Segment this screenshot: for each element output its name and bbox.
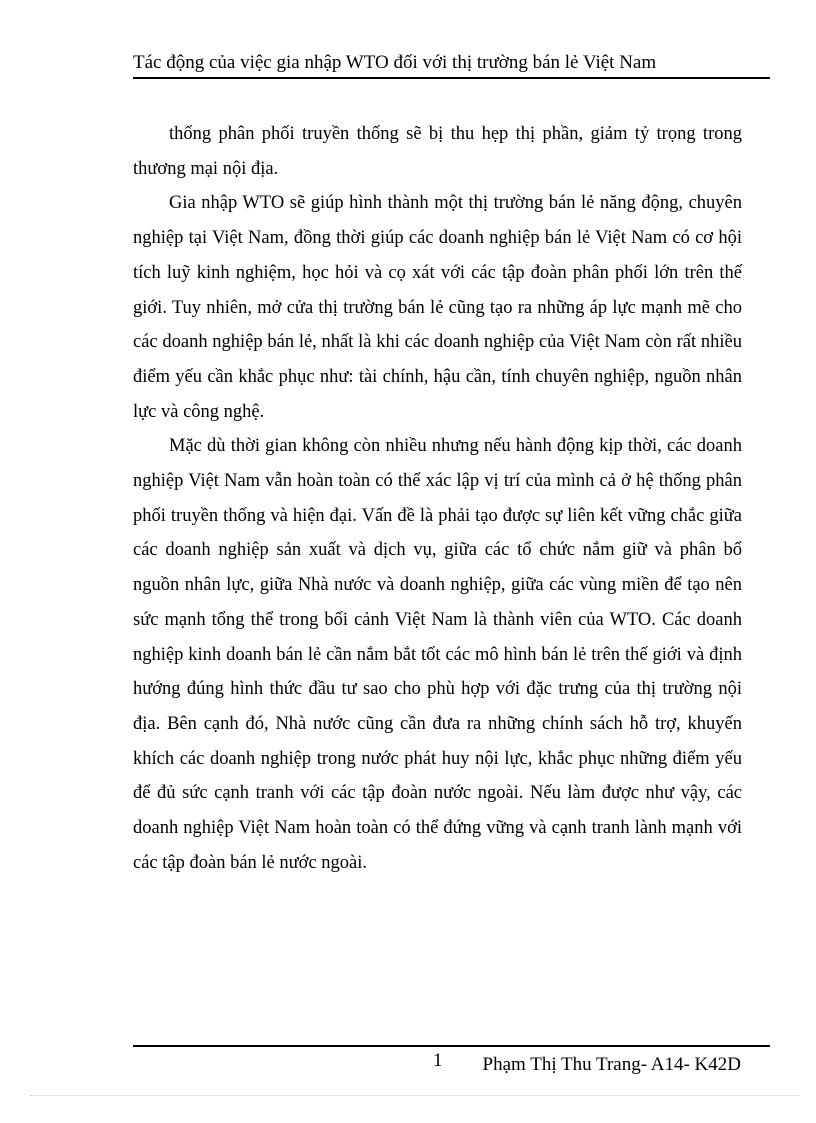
footer-author: Phạm Thị Thu Trang- A14- K42D — [482, 1054, 741, 1075]
paragraph: Gia nhập WTO sẽ giúp hình thành một thị trường bán lẻ năng động, chuyên nghiệp tại Việt Nam, đồng thời giúp các doanh nghiệp bán lẻ Việt Nam có cơ hội tích luỹ kinh nghiệm, học hỏi và cọ xát với các tập đoàn phân phối lớn trên thế giới. Tuy nhiên, mở cửa thị trường bán lẻ cũng tạo ra những áp lực mạnh mẽ cho các doanh nghiệp bán lẻ, nhất là khi các doanh nghiệp của Việt Nam còn rất nhiều điểm yếu cần khắc phục như: tài chính, hậu cần, tính chuyên nghiệp, nguồn nhân lực và công nghệ. — [133, 193, 742, 422]
paragraph: Mặc dù thời gian không còn nhiều nhưng nếu hành động kịp thời, các doanh nghiệp Việt Nam vẫn hoàn toàn có thể xác lập vị trí của mình cả ở hệ thống phân phối truyền thống và hiện đại. Vấn đề là phải tạo được sự liên kết vững chắc giữa các doanh nghiệp sản xuất và dịch vụ, giữa các tổ chức nắm giữ và phân bổ nguồn nhân lực, giữa Nhà nước và doanh nghiệp, giữa các vùng miền để tạo nên sức mạnh tổng thể trong bối cảnh Việt Nam là thành viên của WTO. Các doanh nghiệp kinh doanh bán lẻ cần nắm bắt tốt các mô hình bán lẻ trên thế giới và định hướng đúng hình thức đầu tư sao cho phù hợp với đặc trưng của thị trường nội địa. Bên cạnh đó, Nhà nước cũng cần đưa ra những chính sách hỗ trợ, khuyến khích các doanh nghiệp trong nước phát huy nội lực, khắc phục những điểm yếu để đủ sức cạnh tranh với các tập đoàn nước ngoài. Nếu làm được như vậy, các doanh nghiệp Việt Nam hoàn toàn có thể đứng vững và cạnh tranh lành mạnh với các tập đoàn bán lẻ nước ngoài. — [133, 436, 742, 873]
page-footer — [133, 1045, 770, 1087]
paragraph-continuation: thống phân phối truyền thống sẽ bị thu hẹp thị phần, giảm tỷ trọng trong thương mại nội địa. — [133, 124, 742, 179]
header-title: Tác động của việc gia nhập WTO đối với thị trường bán lẻ Việt Nam — [133, 52, 657, 73]
page-number: 1 — [433, 1050, 443, 1071]
document-body — [133, 117, 742, 880]
page-edge-divider — [30, 1095, 800, 1096]
page-header — [133, 51, 770, 79]
